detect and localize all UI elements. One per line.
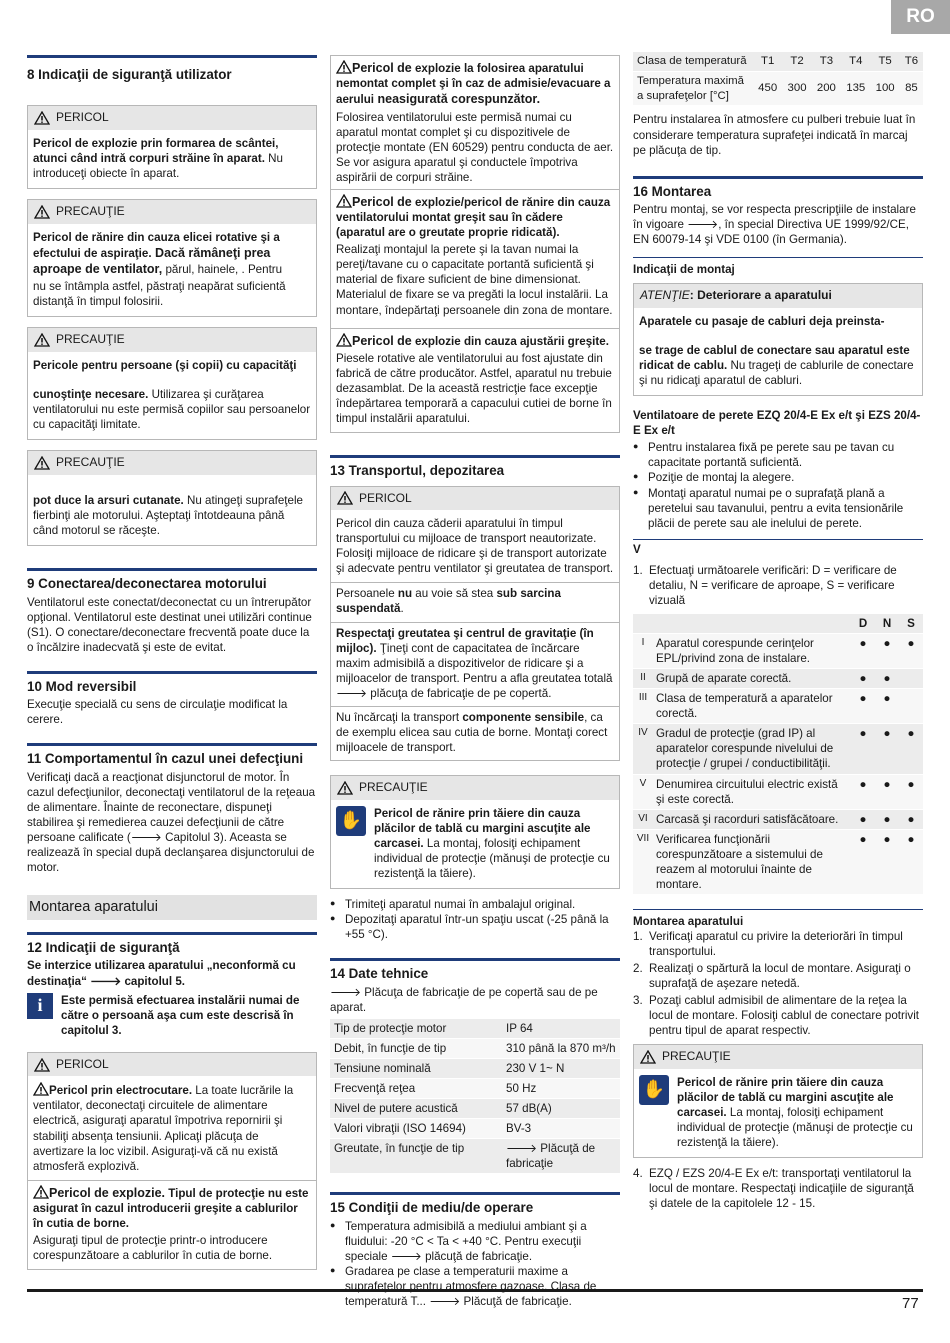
danger-box xyxy=(27,1052,317,1270)
danger-label: PERICOL xyxy=(359,490,412,505)
text: se trage de cablul de conectare sau aparatul este ridicat de cablu. xyxy=(639,344,910,373)
table-cell xyxy=(899,689,923,724)
warning-triangle-icon xyxy=(337,781,353,795)
text: Pericol de rănire prin tăiere din cauza plăcilor de tablă cu margini ascuţite ale carcasei. xyxy=(677,1076,894,1120)
danger-text-d: Folosirea ventilatorului este permisă numai cu aparatul montat complet şi cu dispozitivele de protecţie montate (EN 60529) pentru conducta de aer. Se vor asigura aparatul şi conductele împotriva aspirării de corpuri străine. xyxy=(336,110,614,184)
section-16-heading: 16 Montarea xyxy=(633,176,923,200)
caution-box xyxy=(27,450,317,546)
section-12-text: Se interzice utilizarea aparatului „neconformă cu destinaţia“ 🡒 capitolul 5. xyxy=(27,959,296,988)
warning-triangle-icon xyxy=(337,491,353,505)
attention-text: Aparatele cu pasaje de cabluri deja preinsta- xyxy=(639,314,885,328)
table-cell: ● xyxy=(875,829,899,894)
t-cell: 450 xyxy=(753,71,782,106)
table-cell: VII xyxy=(633,829,653,894)
danger-text: Pericol de xyxy=(352,194,412,209)
table-cell: ● xyxy=(851,724,875,774)
table-cell: ● xyxy=(899,724,923,774)
table-cell: ● xyxy=(851,689,875,724)
warning-triangle-icon xyxy=(34,333,50,347)
info-note xyxy=(27,993,317,1040)
t-cell: 85 xyxy=(900,71,923,106)
t-cell: 300 xyxy=(782,71,811,106)
danger-text-c: Realizaţi montajul la perete şi la tavan numai la pereţi/tavane cu o capacitate portantă suficientă şi material de fixare suficient de bine dimensionat. Materialul de fixare se va pregăti la locul instalării. La montare, îndepărtaţi persoanele din zona de montare. xyxy=(336,243,613,317)
section-13-heading: 13 Transportul, depozitarea xyxy=(330,455,620,479)
list-item: EZQ / EZS 20/4-E Ex e/t: transportaţi ventilatorul la locul de montare. Respectaţi indicaţiile de siguranţă şi datele de la capitolele 12 - 15. xyxy=(649,1167,914,1211)
table-cell: ● xyxy=(851,634,875,669)
table-header-cell: D xyxy=(851,614,875,634)
t-cell: T1 xyxy=(753,52,782,71)
table-row xyxy=(633,669,923,689)
section-10-text: Execuţie specială cu sens de circulaţie modificat la cerere. xyxy=(27,698,288,727)
language-tab: RO xyxy=(891,0,950,34)
warning-triangle-icon xyxy=(33,1082,49,1096)
danger-label: PERICOL xyxy=(56,1056,109,1071)
warning-triangle-icon xyxy=(34,1058,50,1072)
section-14-heading: 14 Date tehnice xyxy=(330,958,620,982)
table-row xyxy=(330,1118,620,1138)
list-item: ● Montaţi aparatul numai pe o suprafaţă plană a peretelui sau tavanului, pentru a evita tensionările plăcii de perete sau ale inelului de perete. xyxy=(633,486,923,531)
table-cell: IP 64 xyxy=(502,1019,620,1039)
danger-text-c: neasigurată corespunzător. xyxy=(374,92,541,107)
tech-data-table xyxy=(330,1019,620,1175)
section-12-heading: 12 Indicaţii de siguranţă xyxy=(27,932,317,956)
table-cell: Frecvenţă reţea xyxy=(330,1078,502,1098)
warning-triangle-icon xyxy=(336,333,352,347)
mounting-steps xyxy=(633,929,923,1038)
text: . xyxy=(400,602,404,616)
caution-box xyxy=(330,775,620,889)
table-cell: Nivel de putere acustică xyxy=(330,1098,502,1118)
text: La montaj, folosiţi echipament individual de protecţie (mănuşi de protecţie cu rezistenţă la tăiere). xyxy=(677,1106,913,1150)
table-cell: Carcasă şi racorduri satisfăcătoare. xyxy=(653,809,851,829)
table-cell: III xyxy=(633,689,653,724)
caution-text-b: cunoştinţe necesare. xyxy=(33,388,149,402)
table-cell: Greutate, în funcţie de tip xyxy=(330,1139,502,1174)
caution-box xyxy=(27,327,317,440)
table-cell: Verificarea funcţionării corespunzătoare a sistemului de reazem al motorului înainte de montare. xyxy=(653,829,851,894)
table-cell: 50 Hz xyxy=(502,1078,620,1098)
text: Nu trageţi de cablurile de conectare şi nu ridicaţi aparatul de cabluri. xyxy=(639,359,914,388)
t-cell: T5 xyxy=(870,52,899,71)
table-row xyxy=(633,809,923,829)
section-9-heading: 9 Conectarea/deconectarea motorului xyxy=(27,568,317,592)
caution-label: PRECAUŢIE xyxy=(662,1049,731,1064)
danger-label: PERICOL xyxy=(56,110,109,125)
table-cell: Grupă de aparate corectă. xyxy=(653,669,851,689)
text: Persoanele xyxy=(336,587,398,601)
table-cell: ● xyxy=(875,634,899,669)
section-16-text: Pentru montaj, se vor respecta prescripţiile de instalare în vigoare 🡒, în special Directiva UE 1999/92/CE, EN 60079-14 şi VDE 0100 (în Germania). xyxy=(633,203,916,247)
info-text: Este permisă efectuarea instalării numai de către o persoană aşa cum este descrisă în capitolul 3. xyxy=(61,993,300,1037)
table-row xyxy=(633,774,923,809)
table-cell: 57 dB(A) xyxy=(502,1098,620,1118)
table-cell: Clasa de temperatură xyxy=(633,52,753,71)
temperature-class-table xyxy=(633,52,923,106)
table-cell xyxy=(653,614,851,634)
danger-text-rest: Nu introduceţi obiecte în aparat. xyxy=(33,152,283,181)
text: Respectaţi greutatea şi centrul de gravitaţie (în mijloc). xyxy=(336,626,594,655)
table-cell: ● xyxy=(851,669,875,689)
table-cell: V xyxy=(633,774,653,809)
table-row xyxy=(330,1098,620,1118)
list-item: 2. Realizaţi o spărtură la locul de montare. Asiguraţi o suprafaţă de aşezare netedă. xyxy=(633,962,911,991)
list-item: ● Poziţie de montaj la alegere. xyxy=(633,470,923,485)
table-row xyxy=(330,1078,620,1098)
caution-label: PRECAUŢIE xyxy=(56,455,125,470)
attention-title: : Deteriorare a aparatului xyxy=(689,288,832,303)
list-item: 1. Verificaţi aparatul cu privire la deteriorări în timpul transportului. xyxy=(633,930,903,959)
table-cell: ● xyxy=(875,689,899,724)
section-11-text: Verificaţi dacă a reacţionat disjunctorul de motor. În cazul defecţiunilor, deconectaţi ventilatorul de la reţeaua de alimentare. Înainte de reconectare, dispuneţi stabilirea şi remedierea cauzei defecţiunii de către persoane calificate (🡒 Capitolul 3). Aceasta se realizează în special după declanşarea disjunctorului de motor. xyxy=(27,770,316,875)
table-cell: Debit, în funcţie de tip xyxy=(330,1038,502,1058)
caution-box xyxy=(27,199,317,317)
danger-text-b: explozie la folosirea aparatului nemontat complet şi în caz de admisie/evacuare a aerului xyxy=(336,62,611,107)
text: componente sensibile xyxy=(462,710,585,724)
list-item: ● Gradarea pe clase a temperaturii maxime a suprafeţelor pentru atmosfere gazoase. Clasa de temperatură T... 🡒 Plăcuţă de fabricaţie. xyxy=(330,1264,620,1309)
t-cell: 135 xyxy=(841,71,870,106)
table-cell: IV xyxy=(633,724,653,774)
table-row xyxy=(330,1139,620,1174)
danger-box xyxy=(330,55,620,433)
table-row xyxy=(330,1058,620,1078)
list-item: ● Pentru instalarea fixă pe perete sau pe tavan cu capacitate portantă suficientă. xyxy=(633,440,923,470)
table-cell xyxy=(633,614,653,634)
table-cell: ● xyxy=(875,809,899,829)
caution-label: PRECAUŢIE xyxy=(56,332,125,347)
caution-text-b: pot duce la arsuri cutanate. xyxy=(33,493,184,507)
attention-label: ATENŢIE xyxy=(640,288,690,303)
table-cell: ● xyxy=(851,774,875,809)
warning-triangle-icon xyxy=(33,1185,49,1199)
warning-triangle-icon xyxy=(336,60,352,74)
danger-text: Pericol din cauza căderii aparatului în timpul transportului cu mijloace de transport neautorizate. Folosiţi mijloace de ridicare şi de transport autorizate şi adecvate pentru ventilator şi greutatea de transport. xyxy=(336,517,614,576)
table-header-row xyxy=(633,614,923,634)
table-cell: ● xyxy=(899,774,923,809)
table-row xyxy=(633,829,923,894)
danger-text-b: explozie din cauza ajustării greşite. xyxy=(411,334,609,348)
mounting-steps-cont: 4. EZQ / EZS 20/4-E Ex e/t: transportaţi ventilatorul la locul de montare. Respectaţi indicaţiile de siguranţă şi datele de la capitolele 12 - 15. xyxy=(633,1167,914,1211)
t-cell: T2 xyxy=(782,52,811,71)
section-10-heading: 10 Mod reversibil xyxy=(27,671,317,695)
table-row xyxy=(633,724,923,774)
table-header-cell: S xyxy=(899,614,923,634)
caution-text: Pericol de rănire din cauza elicei rotative şi a efectului de aspiraţie. xyxy=(33,230,280,260)
section-15-heading: 15 Condiţii de mediu/de operare xyxy=(330,1192,620,1216)
danger-text-b: Tipul de protecţie nu este asigurat în cazul introducerii greşite a cablurilor în cutia de borne. xyxy=(33,1186,309,1231)
text: au voie să stea xyxy=(412,587,497,601)
table-cell: BV-3 xyxy=(502,1118,620,1138)
info-icon: i xyxy=(27,993,53,1019)
warning-triangle-icon xyxy=(336,194,352,208)
caution-text-c: părul, hainele, . Pentru xyxy=(162,263,283,277)
page-number: 77 xyxy=(902,1295,919,1312)
danger-text: Pericol de xyxy=(352,61,412,75)
table-cell: Gradul de protecţie (grad IP) al aparatelor corespunde nivelului de protecţie / grupei / conductibilităţii. xyxy=(653,724,851,774)
t-cell: T4 xyxy=(841,52,870,71)
gloves-icon: ✋ xyxy=(336,806,366,836)
footer-rule xyxy=(27,1289,923,1292)
table-row xyxy=(330,1038,620,1058)
warning-triangle-icon xyxy=(34,111,50,125)
column-2 xyxy=(330,52,620,1309)
table-cell: ● xyxy=(875,724,899,774)
danger-text-rest: La toate lucrările la ventilator, deconectaţi circuitele de alimentare electrică, asiguraţi aparatul împotriva repornirii şi stabiliţi absenţa tensiunii. Aplicaţi plăcuţa de avertizare la loc vizibil. Asiguraţi-vă că nu există atmosferă explozivă. xyxy=(33,1084,294,1173)
table-cell: ● xyxy=(875,774,899,809)
list-item-text: Verificaţi aparatul cu privire la deteriorări în timpul transportului. xyxy=(649,930,903,959)
table-cell: VI xyxy=(633,809,653,829)
t-cell: 200 xyxy=(812,71,841,106)
text: , ca de exemplu elicea sau cutia de borne. Montaţi corect mijloacele de transport. xyxy=(336,710,608,754)
table-cell xyxy=(899,669,923,689)
chapter-heading: Montarea aparatului xyxy=(27,895,317,920)
table-row xyxy=(633,634,923,669)
text: Nu încărcaţi la transport xyxy=(336,710,463,724)
table-cell: Denumirea circuitului electric există şi este corectă. xyxy=(653,774,851,809)
danger-box xyxy=(27,105,317,189)
section-11-heading: 11 Comportamentul în cazul unei defecţiuni xyxy=(27,743,317,767)
caution-text-c: Nu atingeţi suprafeţele fierbinţi ale motorului. Aşteptaţi întotdeauna până când motorul se răceşte. xyxy=(33,493,303,538)
danger-box xyxy=(330,486,620,761)
text: nu xyxy=(397,587,413,601)
danger-text-c: Asiguraţi tipul de protecţie printr-o introducere corespunzătoare a cablurilor în cutia de borne. xyxy=(33,1234,273,1263)
table-cell: ● xyxy=(851,809,875,829)
transport-list xyxy=(330,897,620,942)
caution-label: PRECAUŢIE xyxy=(56,204,125,219)
table-header-cell: N xyxy=(875,614,899,634)
table-cell: ● xyxy=(899,829,923,894)
caution-text: Pericole pentru persoane (şi copii) cu capacităţi xyxy=(33,359,297,373)
mounting-heading: Montarea aparatului xyxy=(633,909,923,929)
table-cell: ● xyxy=(851,829,875,894)
table-cell: 230 V 1~ N xyxy=(502,1058,620,1078)
table-cell: Valori vibraţii (ISO 14694) xyxy=(330,1118,502,1138)
list-item-text: Realizaţi o spărtură la locul de montare. Asiguraţi o suprafaţă de aşezare netedă. xyxy=(649,962,911,991)
table-cell: ● xyxy=(899,809,923,829)
table-cell: I xyxy=(633,634,653,669)
t-cell: T3 xyxy=(812,52,841,71)
text: La montaj, folosiţi echipament individual de protecţie (mănuşi de protecţie cu rezistenţă la tăiere). xyxy=(374,836,610,880)
warning-triangle-icon xyxy=(640,1050,656,1064)
checks-table xyxy=(633,614,923,895)
caution-text-b: Dacă rămâneţi prea aproape de ventilator, xyxy=(33,245,271,277)
column-1 xyxy=(27,52,317,1270)
dust-note: Pentru instalarea în atmosfere cu pulberi trebuie luat în considerare temperatura suprafeţei indicată în marcaj pe plăcuţa de tip. xyxy=(633,113,916,157)
caution-text-c: Utilizarea şi curăţarea ventilatorului nu este permisă copiilor sau persoanelor cu capacităţi limitate. xyxy=(33,388,311,432)
list-item: ● Trimiteţi aparatul numai în ambalajul original. xyxy=(330,897,620,912)
list-item: ● Depozitaţi aparatul într-un spaţiu uscat (-25 până la +55 °C). xyxy=(330,912,620,942)
danger-text: Pericol de explozie. xyxy=(49,1185,166,1200)
list-item: Efectuaţi următoarele verificări: D = verificare de detaliu, N = verificare de aproape, S = verificare vizuală xyxy=(649,563,897,607)
section-14-text: 🡒 Plăcuţa de fabricaţie de pe copertă sau de pe aparat. xyxy=(330,985,598,1014)
table-cell: 🡒 Plăcuţă de fabricaţie xyxy=(502,1139,620,1174)
table-cell: Temperatura maximă a suprafeţelor [°C] xyxy=(633,71,753,106)
text: Ţineţi cont de capacitatea de încărcare maxim admisibilă a dispozitivelor de ridicare şi a mijloacelor de transport. Pentru a afla greutatea totală 🡒 plăcuţa de fabricaţie de pe copertă. xyxy=(336,641,613,700)
table-cell: ● xyxy=(875,669,899,689)
gloves-icon: ✋ xyxy=(639,1075,669,1105)
table-cell: Aparatul corespunde cerinţelor EPL/privind zona de instalare. xyxy=(653,634,851,669)
danger-text: Pericol de xyxy=(352,333,412,348)
danger-text-c: Piesele rotative ale ventilatorului au fost ajustate din fabrică de către producător. Astfel, aparatul nu trebuie dezasamblat. De la această restricţie face excepţie îndepărtarea temporară a capacului cutiei de borne în timpul instalării aparatului. xyxy=(336,351,612,426)
warning-triangle-icon xyxy=(34,205,50,219)
section-9-text: Ventilatorul este conectat/deconectat cu un întrerupător opţional. Ventilatorul este destinat unei utilizări continue (S1). O conectare/deconectare frecventă poate duce la o încălzire inadecvată şi este de evitat. xyxy=(27,595,312,654)
table-row xyxy=(633,689,923,724)
table-cell: ● xyxy=(899,634,923,669)
list-item-text: Pozaţi cablul admisibil de alimentare de la reţea la locul de montare. Folosiţi cablul de conectare potrivit pentru tipul de aparat respectiv. xyxy=(649,994,920,1038)
table-cell: II xyxy=(633,669,653,689)
table-cell: Tensiune nominală xyxy=(330,1058,502,1078)
table-row xyxy=(330,1019,620,1039)
text: sub sarcina suspendată xyxy=(336,587,561,616)
wall-fans-list xyxy=(633,440,923,530)
table-cell: 310 până la 870 m³/h xyxy=(502,1038,620,1058)
wall-fans-heading: Ventilatoare de perete EZQ 20/4-E Ex e/t şi EZS 20/4-E Ex e/t xyxy=(633,409,921,438)
t-cell: T6 xyxy=(900,52,923,71)
column-3 xyxy=(633,52,923,1214)
danger-text: Pericol de explozie prin formarea de scântei, atunci când intră corpuri străine în aparat. xyxy=(33,137,279,166)
caution-box xyxy=(633,1044,923,1158)
table-cell: Clasa de temperatură a aparatelor corectă. xyxy=(653,689,851,724)
t-cell: 100 xyxy=(870,71,899,106)
text: Pericol de rănire prin tăiere din cauza plăcilor de tablă cu margini ascuţite ale carcasei. xyxy=(374,806,591,850)
caution-text-d: nu se întâmpla astfel, păstraţi neapărat suficientă distanţă în timpul folosirii. xyxy=(33,280,286,309)
warning-triangle-icon xyxy=(34,456,50,470)
attention-box xyxy=(633,283,923,396)
danger-text-b: explozie/pericol de rănire din cauza ventilatorului montat greşit sau în cădere (aparatul are o greutate proprie ridicată). xyxy=(336,195,611,240)
list-item: 3. Pozaţi cablul admisibil de alimentare de la reţea la locul de montare. Folosiţi cablul de conectare potrivit pentru tipul de aparat respectiv. xyxy=(633,994,920,1038)
table-cell: Tip de protecţie motor xyxy=(330,1019,502,1039)
danger-text: Pericol prin electrocutare. xyxy=(49,1084,193,1098)
verification-steps: 1. Efectuaţi următoarele verificări: D = verificare de detaliu, N = verificare de aproape, S = verificare vizuală xyxy=(633,563,897,607)
verification-heading: V xyxy=(633,539,923,557)
mounting-notes-heading: Indicaţii de montaj xyxy=(633,257,923,277)
list-item: ● Temperatura admisibilă a mediului ambiant şi a fluidului: -20 °C < Ta < +40 °C. Pentru execuţii speciale 🡒 plăcuţă de fabricaţie. xyxy=(330,1219,620,1264)
env-list xyxy=(330,1219,620,1309)
caution-label: PRECAUŢIE xyxy=(359,780,428,795)
section-8-heading: 8 Indicaţii de siguranţă utilizator xyxy=(27,55,317,83)
